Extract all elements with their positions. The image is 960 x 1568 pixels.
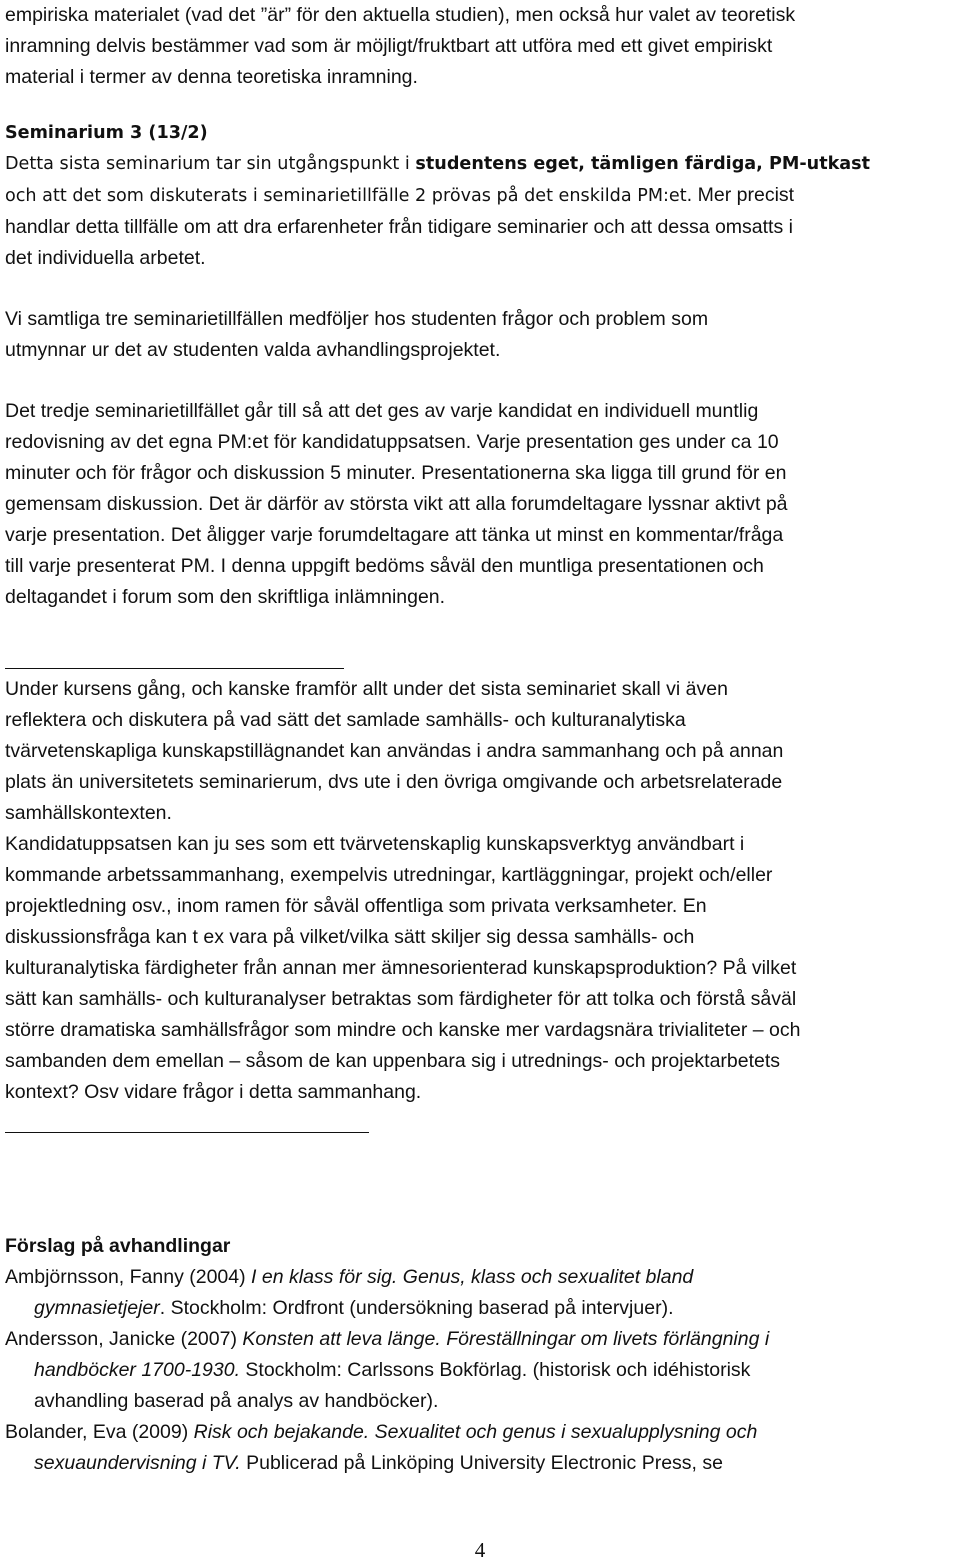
title-text: I en klass för sig. Genus, klass och sexualitet bland xyxy=(251,1266,694,1288)
title-text: Konsten att leva länge. Föreställningar om livets förlängning i xyxy=(242,1328,770,1350)
title-text: handböcker 1700-1930. xyxy=(34,1359,240,1381)
text-span: Andersson, Janicke (2007) xyxy=(5,1328,243,1350)
text-line: större dramatiska samhällsfrågor som mindre och kanske mer vardagsnära trivialiteter – och xyxy=(5,1019,801,1041)
text-line: reflektera och diskutera på vad sätt det samlade samhälls- och kulturanalytiska xyxy=(5,709,686,731)
text-line xyxy=(5,1417,769,1448)
text-line xyxy=(5,1324,769,1355)
emphasis-text: studentens eget, tämligen färdiga, PM-utkast xyxy=(415,154,871,174)
text-line: kontext? Osv vidare frågor i detta sammanhang. xyxy=(5,1081,422,1103)
text-line: avhandling baserad på analys av handböcker). xyxy=(34,1390,439,1412)
section-heading: Seminarium 3 (13/2) xyxy=(5,123,208,143)
text-line: Kandidatuppsatsen kan ju ses som ett tvärvetenskaplig kunskapsverktyg användbart i xyxy=(5,833,745,855)
text-line: Det tredje seminarietillfället går till så att det ges av varje kandidat en individuell muntlig xyxy=(5,400,759,422)
reference-entry xyxy=(5,1262,769,1324)
text-line: empiriska materialet (vad det ”är” för den aktuella studien), men också hur valet av teoretisk xyxy=(5,4,796,26)
references-section xyxy=(5,1231,769,1479)
text-line: Under kursens gång, och kanske framför allt under det sista seminariet skall vi även xyxy=(5,678,728,700)
text-line xyxy=(5,1262,769,1293)
text-line: gemensam diskussion. Det är därför av största vikt att alla forumdeltagare lyssnar aktivt på xyxy=(5,493,788,515)
text-span: . Stockholm: Ordfront (undersökning baserad på intervjuer). xyxy=(159,1297,674,1319)
text-line: utmynnar ur det av studenten valda avhandlingsprojektet. xyxy=(5,339,501,361)
text-line xyxy=(5,1448,769,1479)
text-line xyxy=(5,149,870,180)
text-line: samhällskontexten. xyxy=(5,802,172,824)
text-line: kulturanalytiska färdigheter från annan mer ämnesorienterad kunskapsproduktion? På vilket xyxy=(5,957,797,979)
text-line: diskussionsfråga kan t ex vara på vilket/vilka sätt skiljer sig dessa samhälls- och xyxy=(5,926,695,948)
text-span: Ambjörnsson, Fanny (2004) xyxy=(5,1266,252,1288)
seminar-3-section xyxy=(5,118,870,274)
text-line xyxy=(5,1355,769,1386)
paragraph-third-seminar xyxy=(5,396,788,613)
text-line: kommande arbetssammanhang, exempelvis utredningar, kartläggningar, projekt och/eller xyxy=(5,864,773,886)
text-line: redovisning av det egna PM:et för kandidatuppsatsen. Varje presentation ges under ca 10 xyxy=(5,431,779,453)
text-line: Vi samtliga tre seminarietillfällen medföljer hos studenten frågor och problem som xyxy=(5,308,709,330)
text-line: material i termer av denna teoretiska inramning. xyxy=(5,66,418,88)
text-line xyxy=(5,180,870,212)
intro-paragraph xyxy=(5,0,795,93)
paragraph-course-reflection xyxy=(5,674,800,1108)
text-line: tvärvetenskapliga kunskapstillägnandet kan användas i andra sammanhang och på annan xyxy=(5,740,784,762)
text-span: Stockholm: Carlssons Bokförlag. (historisk och idéhistorisk xyxy=(240,1359,751,1381)
text-line: sambanden dem emellan – såsom de kan uppenbara sig i utrednings- och projektarbetets xyxy=(5,1050,781,1072)
text-span: Detta sista seminarium tar sin utgångspunkt i xyxy=(5,154,416,174)
reference-entry xyxy=(5,1324,769,1417)
text-line: minuter och för frågor och diskussion 5 minuter. Presentationerna ska ligga till grund för en xyxy=(5,462,787,484)
text-line xyxy=(5,1293,769,1324)
paragraph-all-seminars xyxy=(5,304,708,366)
text-span: Bolander, Eva (2009) xyxy=(5,1421,194,1443)
title-text: sexuaundervisning i TV. xyxy=(34,1452,241,1474)
text-line: handlar detta tillfälle om att dra erfarenheter från tidigare seminarier och att dessa omsatts i xyxy=(5,216,793,238)
text-span: Publicerad på Linköping University Electronic Press, se xyxy=(240,1452,723,1474)
text-line: deltagandet i forum som den skriftliga inlämningen. xyxy=(5,586,446,608)
separator-line xyxy=(5,668,344,669)
text-line: inramning delvis bestämmer vad som är möjligt/fruktbart att utföra med ett givet empiriskt xyxy=(5,35,773,57)
text-line: projektledning osv., inom ramen för såväl offentliga som privata verksamheter. En xyxy=(5,895,707,917)
text-line: till varje presenterat PM. I denna uppgift bedöms såväl den muntliga presentationen och xyxy=(5,555,764,577)
reference-entry xyxy=(5,1417,769,1479)
text-line: det individuella arbetet. xyxy=(5,247,206,269)
text-span: och att det som diskuterats i seminarietillfälle 2 prövas på det enskilda PM:et. xyxy=(5,186,693,206)
page-number: 4 xyxy=(474,1538,486,1562)
title-text: Risk och bejakande. Sexualitet och genus i sexualupplysning och xyxy=(193,1421,758,1443)
section-heading: Förslag på avhandlingar xyxy=(5,1235,231,1257)
separator-line xyxy=(5,1132,369,1133)
text-line: sätt kan samhälls- och kulturanalyser betraktas som färdigheter för att tolka och förstå såväl xyxy=(5,988,797,1010)
text-line: varje presentation. Det åligger varje forumdeltagare att tänka ut minst en kommentar/fråga xyxy=(5,524,784,546)
text-span: Mer precist xyxy=(692,184,795,206)
text-line: plats än universitetets seminarierum, dvs ute i den övriga omgivande och arbetsrelaterade xyxy=(5,771,783,793)
title-text: gymnasietjejer xyxy=(34,1297,160,1319)
